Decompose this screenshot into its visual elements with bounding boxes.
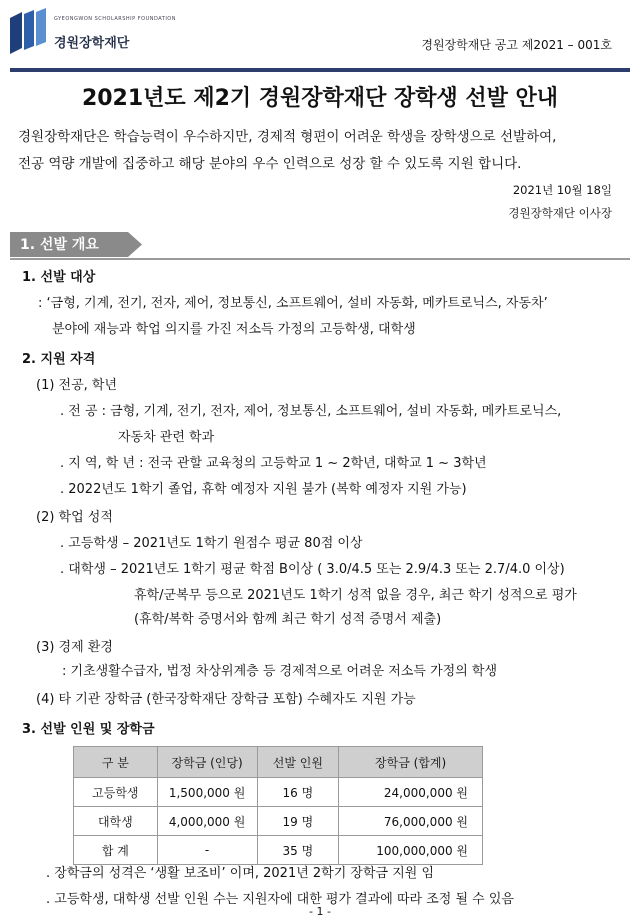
table-cell: 35 명 bbox=[257, 836, 339, 865]
qualification-heading: 2. 지원 자격 bbox=[22, 352, 96, 367]
graduation-text: . 2022년도 1학기 졸업, 휴학 예정자 지원 불가 (복학 예정자 지원 가능) bbox=[60, 482, 467, 497]
other-scholarship-text: (4) 타 기관 장학금 (한국장학재단 장학금 포함) 수혜자도 지원 가능 bbox=[36, 692, 416, 707]
university-criteria: . 대학생 – 2021년도 1학기 평균 학점 B이상 ( 3.0/4.5 또는 2.9/4.3 또는 2.7/4.0 이상) bbox=[60, 562, 565, 577]
table-header: 장학금 (합계) bbox=[339, 747, 483, 778]
intro-line-1: 경원장학재단은 학습능력이 우수하지만, 경제적 형편이 어려운 학생을 장학생으로 선발하여, bbox=[18, 129, 557, 145]
major-text: . 전 공 : 금형, 기계, 전기, 전자, 제어, 정보통신, 소프트웨어, 설비 자동화, 메카트로닉스, bbox=[60, 404, 562, 419]
notice-number: 경원장학재단 공고 제2021 – 001호 bbox=[421, 38, 612, 52]
table-cell: - bbox=[157, 836, 257, 865]
note-1: . 장학금의 성격은 ‘생활 보조비’ 이며, 2021년 2학기 장학금 지원 임 bbox=[46, 866, 435, 881]
table-row bbox=[74, 778, 483, 807]
table-header: 장학금 (인당) bbox=[157, 747, 257, 778]
table-header: 구 분 bbox=[74, 747, 158, 778]
table-cell: 4,000,000 원 bbox=[157, 807, 257, 836]
table-cell: 16 명 bbox=[257, 778, 339, 807]
page-title: 2021년도 제2기 경원장학재단 장학생 선발 안내 bbox=[81, 86, 559, 111]
table-cell: 1,500,000 원 bbox=[157, 778, 257, 807]
table-cell: 76,000,000 원 bbox=[339, 807, 483, 836]
university-criteria-3: (휴학/복학 증명서와 함께 최근 학기 성적 증명서 제출) bbox=[134, 612, 442, 627]
target-heading: 1. 선발 대상 bbox=[22, 270, 96, 285]
book-logo-icon bbox=[8, 8, 52, 54]
target-text-2: 분야에 재능과 학업 의지를 가진 저소득 가정의 고등학생, 대학생 bbox=[52, 322, 416, 337]
table-row bbox=[74, 836, 483, 865]
academic-heading: (2) 학업 성적 bbox=[36, 510, 113, 525]
economic-text: : 기초생활수급자, 법정 차상위계층 등 경제적으로 어려운 저소득 가정의 학생 bbox=[62, 664, 498, 679]
table-header: 선발 인원 bbox=[257, 747, 339, 778]
scholarship-table bbox=[73, 746, 483, 865]
table-cell: 고등학생 bbox=[74, 778, 158, 807]
header-divider bbox=[10, 68, 630, 72]
target-text-1: : ‘금형, 기계, 전기, 전자, 제어, 정보통신, 소프트웨어, 설비 자동화, 메카트로닉스, 자동차’ bbox=[38, 296, 548, 311]
table-header-row bbox=[74, 747, 483, 778]
section-title: 1. 선발 개요 bbox=[20, 237, 99, 253]
high-school-criteria: . 고등학생 – 2021년도 1학기 원점수 평균 80점 이상 bbox=[60, 536, 363, 551]
table-cell: 대학생 bbox=[74, 807, 158, 836]
section-divider bbox=[10, 258, 630, 260]
economic-heading: (3) 경제 환경 bbox=[36, 640, 113, 655]
intro-line-2: 전공 역량 개발에 집중하고 해당 분야의 우수 인력으로 성장 할 수 있도록 지원 합니다. bbox=[18, 156, 522, 172]
table-cell: 24,000,000 원 bbox=[339, 778, 483, 807]
page-number: - 1 - bbox=[309, 905, 331, 918]
table-cell: 100,000,000 원 bbox=[339, 836, 483, 865]
table-cell: 합 계 bbox=[74, 836, 158, 865]
region-grade-text: . 지 역, 학 년 : 전국 관할 교육청의 고등학교 1 ~ 2학년, 대학교 1 ~ 3학년 bbox=[60, 456, 487, 471]
count-heading: 3. 선발 인원 및 장학금 bbox=[22, 722, 155, 737]
note-2: . 고등학생, 대학생 선발 인원 수는 지원자에 대한 평가 결과에 따라 조정 될 수 있음 bbox=[46, 892, 514, 907]
table-row bbox=[74, 807, 483, 836]
signer: 경원장학재단 이사장 bbox=[508, 206, 612, 220]
table-cell: 19 명 bbox=[257, 807, 339, 836]
logo-subtitle: GYEONGWON SCHOLARSHIP FOUNDATION bbox=[54, 16, 176, 22]
notice-date: 2021년 10월 18일 bbox=[512, 183, 612, 197]
university-criteria-2: 휴학/군복무 등으로 2021년도 1학기 성적 없을 경우, 최근 학기 성적으로 평가 bbox=[134, 588, 577, 603]
major-text-2: 자동차 관련 학과 bbox=[118, 430, 215, 445]
logo-name: 경원장학재단 bbox=[54, 36, 130, 51]
major-grade-heading: (1) 전공, 학년 bbox=[36, 378, 118, 393]
